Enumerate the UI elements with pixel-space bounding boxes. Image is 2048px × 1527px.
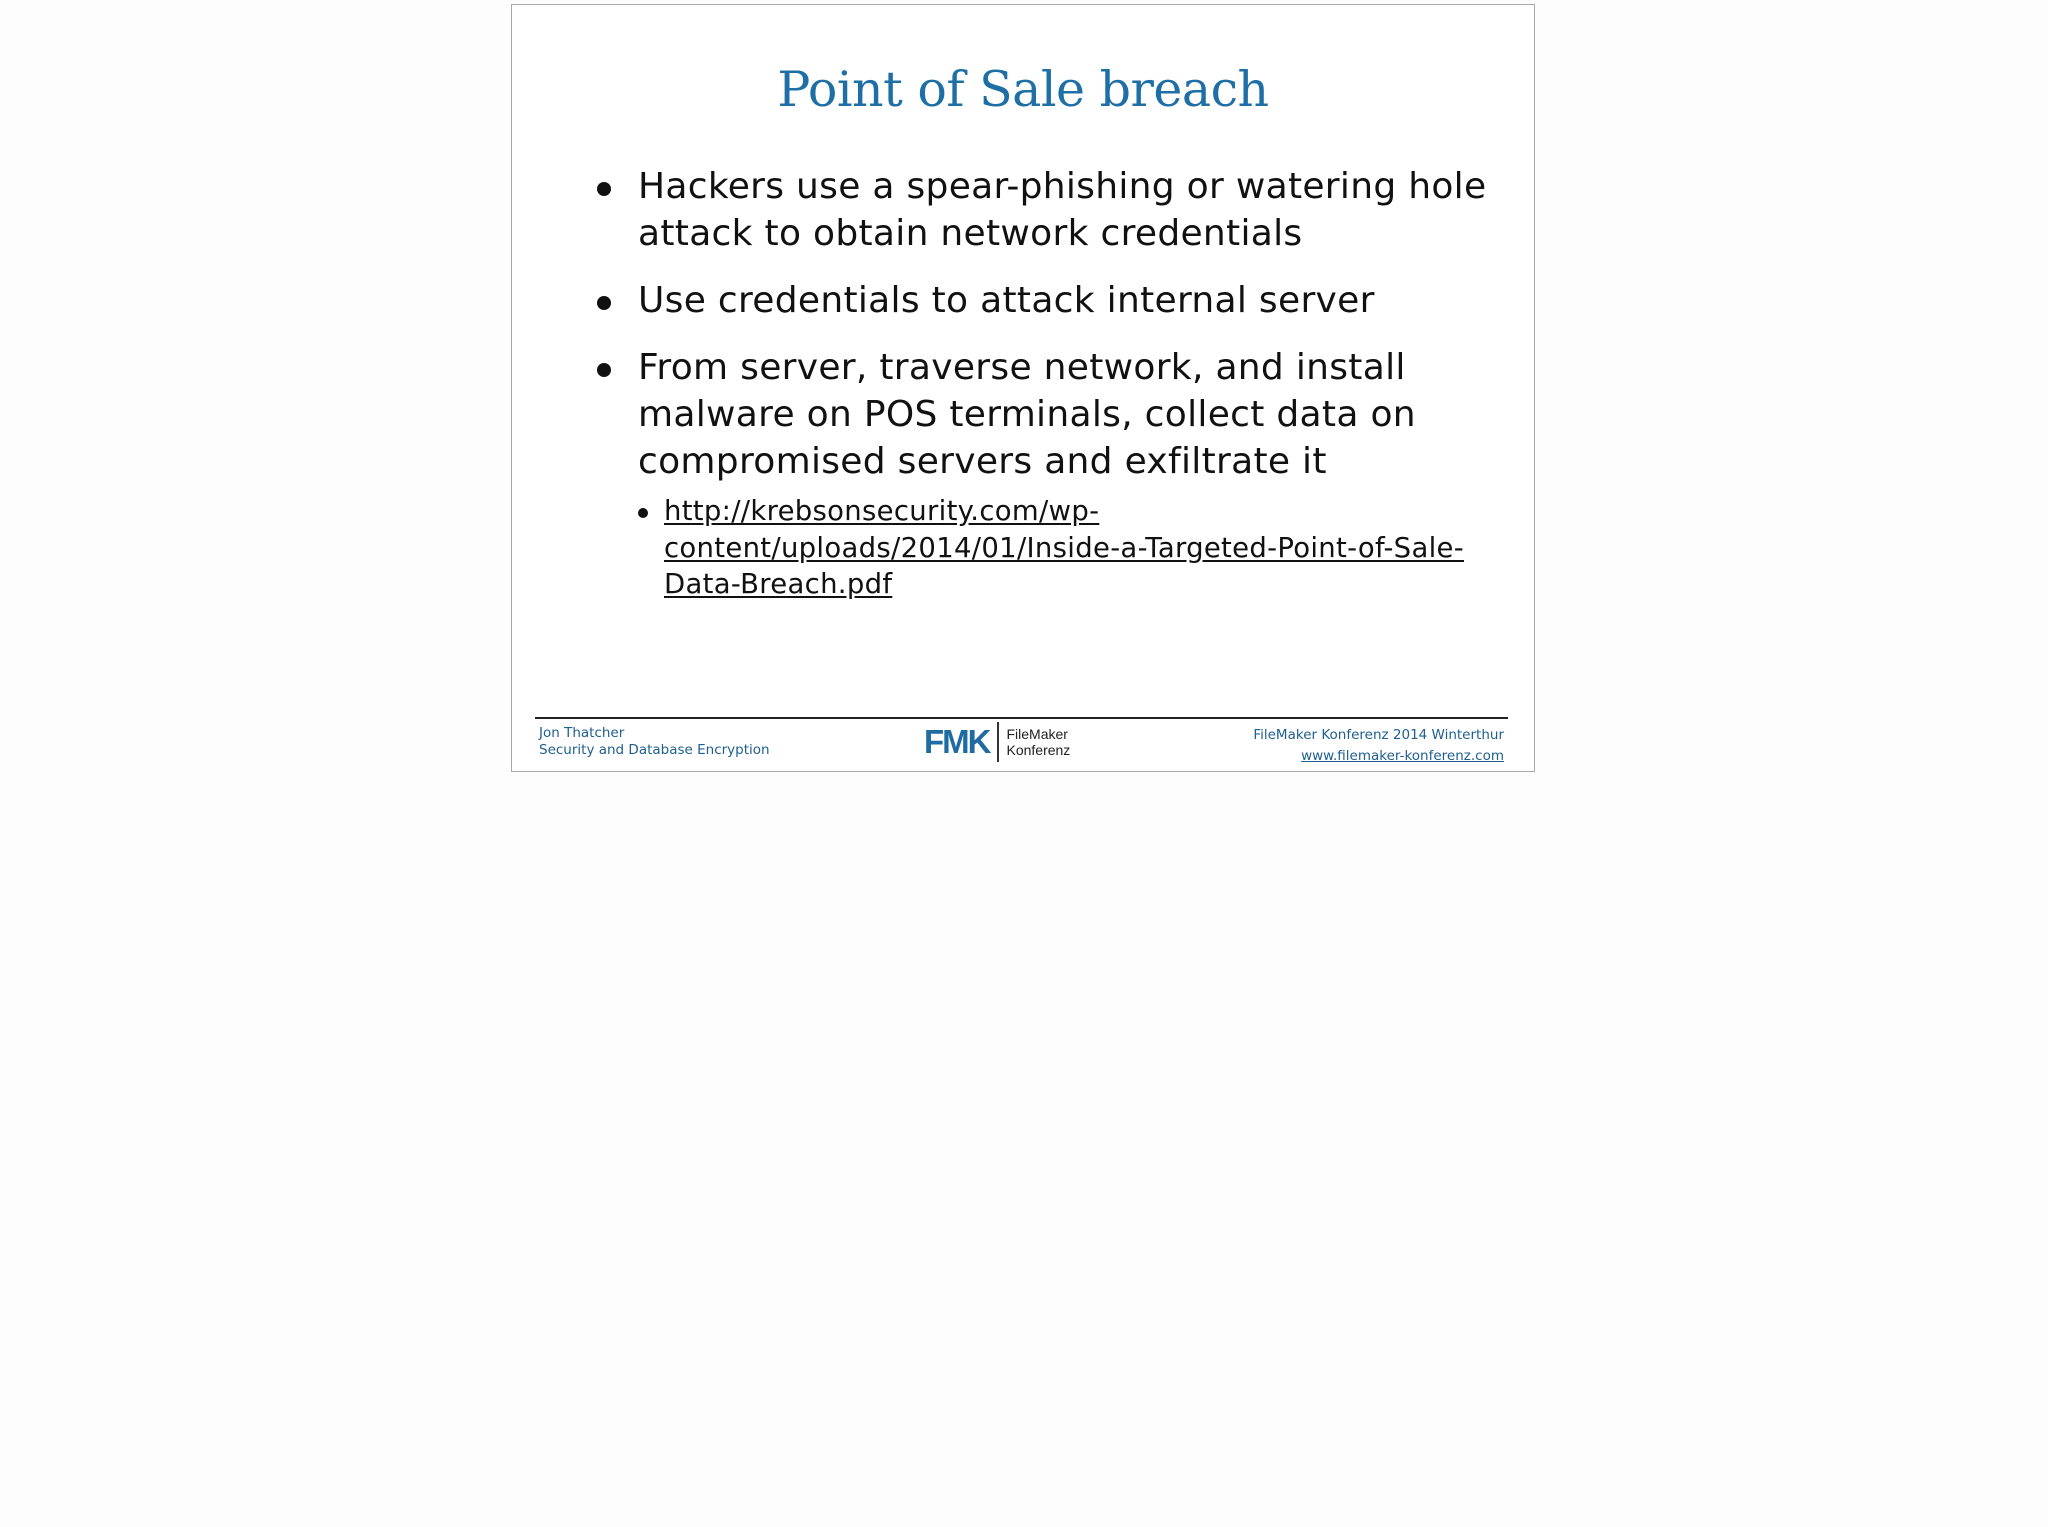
logo-mark: FMK	[924, 723, 990, 760]
reference-link[interactable]: http://krebsonsecurity.com/wp-content/uploads/2014/01/Inside-a-Targeted-Point-of-Sale-Data-Breach.pdf	[664, 495, 1464, 600]
logo-wordmark	[1006, 726, 1070, 758]
footer-event: FileMaker Konferenz 2014 Winterthur	[1253, 727, 1504, 743]
bullet-text: Use credentials to attack internal server	[638, 280, 1375, 321]
footer-left	[539, 725, 770, 759]
bullet-dot-icon	[597, 363, 611, 377]
bullet-dot-icon	[597, 182, 611, 196]
footer-author: Jon Thatcher	[539, 725, 625, 741]
sub-bullet-list	[638, 493, 1497, 603]
footer-website-link[interactable]: www.filemaker-konferenz.com	[1301, 748, 1504, 764]
bullet-item	[597, 163, 1497, 257]
footer-divider	[535, 717, 1508, 719]
footer-talk-title: Security and Database Encryption	[539, 742, 770, 758]
logo-line-1: FileMaker	[1006, 726, 1068, 742]
sub-bullet-item	[638, 493, 1497, 603]
fmk-logo	[924, 721, 1070, 763]
bullet-item	[597, 277, 1497, 324]
bullet-text: From server, traverse network, and install malware on POS terminals, collect data on compromised servers and exfiltrate it	[638, 347, 1416, 482]
logo-line-2: Konferenz	[1006, 742, 1071, 758]
slide-title: Point of Sale breach	[777, 61, 1269, 118]
bullet-list	[597, 163, 1497, 623]
footer-right	[1253, 725, 1504, 767]
logo-divider	[997, 722, 999, 762]
bullet-item	[597, 344, 1497, 603]
sub-bullet-dot-icon	[638, 508, 648, 518]
bullet-text: Hackers use a spear-phishing or watering hole attack to obtain network credentials	[638, 166, 1487, 254]
slide	[511, 4, 1535, 772]
bullet-dot-icon	[597, 296, 611, 310]
